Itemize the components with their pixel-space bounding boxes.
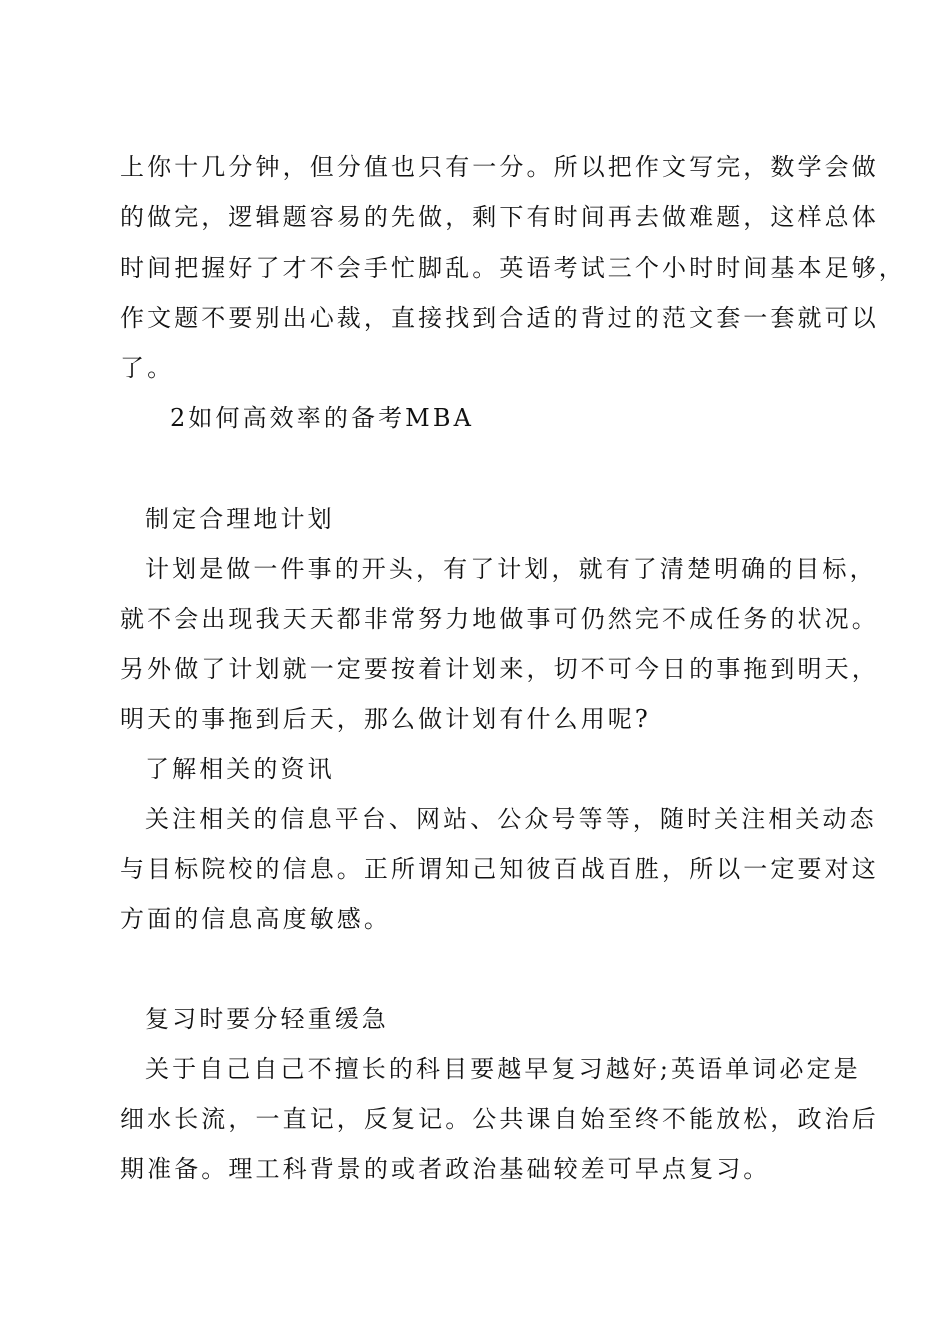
- paragraph-line: 明天的事拖到后天，那么做计划有什么用呢?: [120, 705, 651, 733]
- paragraph-line: 与目标院校的信息。正所谓知己知彼百战百胜，所以一定要对这: [120, 855, 879, 883]
- paragraph-line: 的做完，逻辑题容易的先做，剩下有时间再去做难题，这样总体: [120, 203, 879, 231]
- paragraph-line: 关注相关的信息平台、网站、公众号等等，随时关注相关动态: [145, 805, 877, 833]
- paragraph-line: 就不会出现我天天都非常努力地做事可仍然完不成任务的状况。: [120, 605, 879, 633]
- paragraph-line: 另外做了计划就一定要按着计划来，切不可今日的事拖到明天，: [120, 655, 879, 683]
- paragraph-line: 期准备。理工科背景的或者政治基础较差可早点复习。: [120, 1155, 771, 1183]
- paragraph-line: 计划是做一件事的开头，有了计划，就有了清楚明确的目标，: [145, 555, 877, 583]
- paragraph-line: 方面的信息高度敏感。: [120, 905, 391, 933]
- paragraph-line: 上你十几分钟，但分值也只有一分。所以把作文写完，数学会做: [120, 153, 879, 181]
- section-heading: 2如何高效率的备考MBA: [170, 404, 475, 432]
- paragraph-line: 时间把握好了才不会手忙脚乱。英语考试三个小时时间基本足够，: [120, 254, 906, 282]
- paragraph-line: 作文题不要别出心裁，直接找到合适的背过的范文套一套就可以: [120, 304, 879, 332]
- subheading-plan: 制定合理地计划: [145, 505, 335, 533]
- subheading-review: 复习时要分轻重缓急: [145, 1005, 389, 1033]
- paragraph-line: 细水长流，一直记，反复记。公共课自始至终不能放松，政治后: [120, 1105, 879, 1133]
- subheading-info: 了解相关的资讯: [145, 755, 335, 783]
- paragraph-line: 了。: [120, 354, 175, 382]
- paragraph-line: 关于自己自己不擅长的科目要越早复习越好;英语单词必定是: [145, 1055, 861, 1083]
